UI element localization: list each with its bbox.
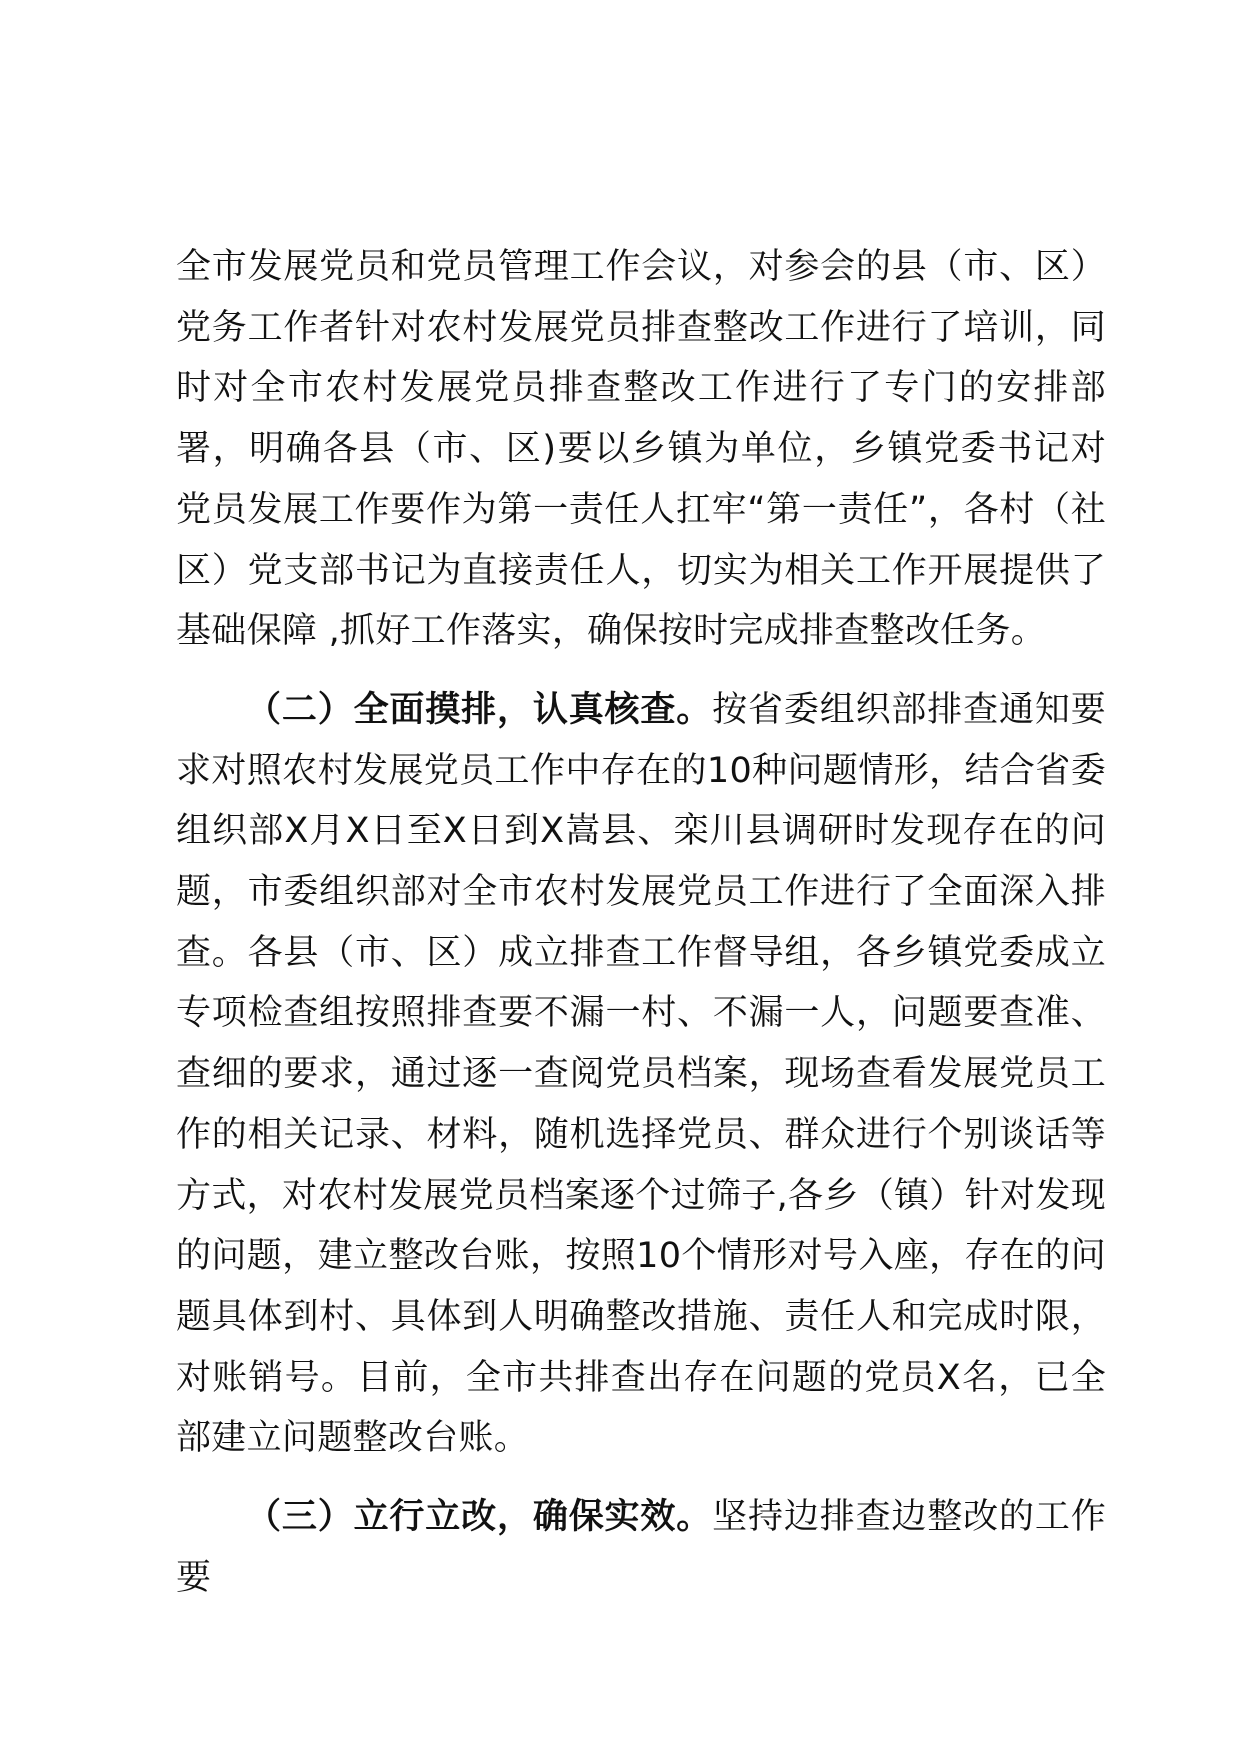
section-3-body: 坚持边排查边整改的工作要 <box>176 1497 1106 1598</box>
paragraph-section-2 <box>176 680 1106 1469</box>
paragraph-continued: 全市发展党员和党员管理工作会议，对参会的县（市、区）党务工作者针对农村发展党员排查整改工作进行了培训，同时对全市农村发展党员排查整改工作进行了专门的安排部署，明确各县（市、区)要以乡镇为单位，乡镇党委书记对党员发展工作要作为第一责任人扛牢“第一责任”，各村（社区）党支部书记为直接责任人，切实为相关工作开展提供了基础保障 ,抓好工作落实，确保按时完成排查整改任务。 <box>176 247 1106 652</box>
section-2-heading: （二）全面摸排，认真核查。 <box>246 689 713 730</box>
section-3-heading: （三）立行立改，确保实效。 <box>246 1497 713 1538</box>
section-2-body: 按省委组织部排查通知要求对照农村发展党员工作中存在的10种问题情形，结合省委组织部X月X日至X日到X嵩县、栾川县调研时发现存在的问题，市委组织部对全市农村发展党员工作进行了全面深入排查。各县（市、区）成立排查工作督导组，各乡镇党委成立专项检查组按照排查要不漏一村、不漏一人，问题要查准、查细的要求，通过逐一查阅党员档案，现场查看发展党员工作的相关记录、材料，随机选择党员、群众进行个别谈话等方式，对农村发展党员档案逐个过筛子,各乡（镇）针对发现的问题，建立整改台账，按照10个情形对号入座，存在的问题具体到村、具体到人明确整改措施、责任人和完成时限，对账销号。目前，全市共排查出存在问题的党员X名，已全部建立问题整改台账。 <box>176 689 1106 1459</box>
document-body <box>176 237 1106 1608</box>
paragraph-section-3 <box>176 1487 1106 1608</box>
